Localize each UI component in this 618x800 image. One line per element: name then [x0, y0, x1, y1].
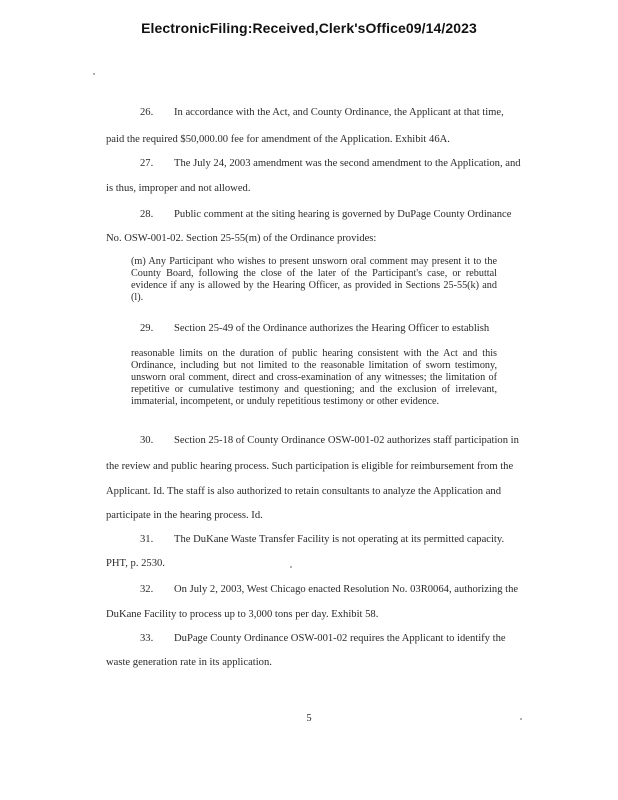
paragraph-32-line-2: DuKane Facility to process up to 3,000 tons per day. Exhibit 58.: [106, 609, 379, 620]
paragraph-28-line-1: 28. Public comment at the siting hearing is governed by DuPage County Ordinance: [140, 209, 512, 220]
scan-speck: [290, 566, 292, 568]
paragraph-26-line-2: paid the required $50,000.00 fee for amendment of the Application. Exhibit 46A.: [106, 134, 450, 145]
ordinance-quote-25-55m: (m) Any Participant who wishes to present unsworn oral comment may present it to the County Board, following the close of the later of the Participant's case, or rebuttal evidence if any is allowed by the Hearing Officer, as provided in Sections 25-55(k) and (l).: [131, 256, 497, 303]
paragraph-30-line-1: 30. Section 25-18 of County Ordinance OSW-001-02 authorizes staff participation in: [140, 435, 519, 446]
paragraph-number: 26.: [140, 107, 154, 118]
page-number: 5: [306, 713, 312, 724]
paragraph-32-line-1: 32. On July 2, 2003, West Chicago enacted Resolution No. 03R0064, authorizing the: [140, 584, 519, 595]
paragraph-27-line-2: is thus, improper and not allowed.: [106, 183, 251, 194]
paragraph-number: 31.: [140, 534, 154, 545]
paragraph-31-line-1: 31. The DuKane Waste Transfer Facility is not operating at its permitted capacity.: [140, 534, 505, 545]
paragraph-number: 28.: [140, 209, 154, 220]
paragraph-26-line-1: 26. In accordance with the Act, and County Ordinance, the Applicant at that time,: [140, 107, 504, 118]
paragraph-31-line-2: PHT, p. 2530.: [106, 558, 165, 569]
paragraph-30-line-2: the review and public hearing process. Such participation is eligible for reimbursement from the: [106, 461, 514, 472]
paragraph-number: 32.: [140, 584, 154, 595]
paragraph-33-line-2: waste generation rate in its application.: [106, 657, 272, 668]
paragraph-number: 29.: [140, 323, 154, 334]
paragraph-number: 30.: [140, 435, 154, 446]
paragraph-number: 33.: [140, 633, 154, 644]
paragraph-number: 27.: [140, 158, 154, 169]
paragraph-30-line-3: Applicant. Id. The staff is also authorized to retain consultants to analyze the Application and: [106, 486, 501, 497]
electronic-filing-stamp: ElectronicFiling:Received,Clerk'sOffice09/14/2023: [141, 20, 477, 36]
paragraph-33-line-1: 33. DuPage County Ordinance OSW-001-02 requires the Applicant to identify the: [140, 633, 506, 644]
paragraph-29-line-1: 29. Section 25-49 of the Ordinance authorizes the Hearing Officer to establish: [140, 323, 490, 334]
scan-speck: [520, 718, 522, 720]
ordinance-quote-25-49: reasonable limits on the duration of public hearing consistent with the Act and this Ordinance, including but not limited to the reasonable limitation of sworn testimony, unsworn oral comment, direct and cross-examination of any witnesses; the limitation of repetitive or cumulative testimony and questioning; and the exclusion of irrelevant, immaterial, incompetent, or unduly repetitious testimony or other evidence.: [131, 348, 497, 407]
paragraph-30-line-4: participate in the hearing process. Id.: [106, 510, 263, 521]
scan-speck: [93, 73, 95, 75]
paragraph-27-line-1: 27. The July 24, 2003 amendment was the second amendment to the Application, and: [140, 158, 521, 169]
paragraph-28-line-2: No. OSW-001-02. Section 25-55(m) of the Ordinance provides:: [106, 233, 377, 244]
